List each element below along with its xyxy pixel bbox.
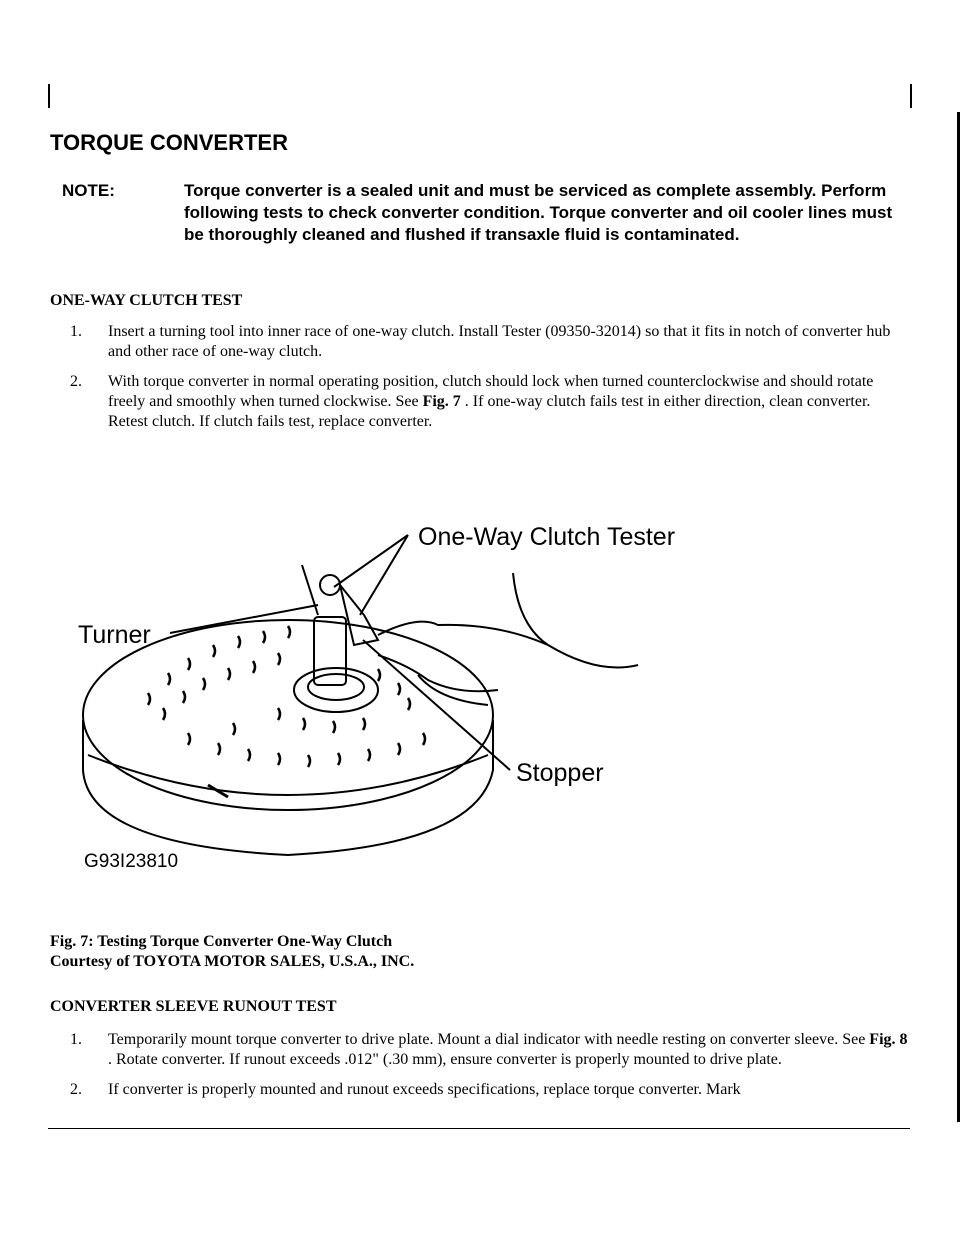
one-way-clutch-steps (70, 322, 912, 442)
figure-caption-title: Fig. 7: Testing Torque Converter One-Way Clutch (50, 933, 393, 950)
figure-caption (50, 932, 414, 972)
label-stopper: Stopper (516, 759, 604, 787)
right-margin-rule (910, 84, 912, 108)
note-label: NOTE: (62, 181, 115, 200)
page-title: TORQUE CONVERTER (50, 130, 288, 155)
figure-torque-converter-illustration (78, 505, 718, 885)
figure-caption-credit: Courtesy of TOYOTA MOTOR SALES, U.S.A., INC. (50, 953, 415, 970)
bottom-rule (48, 1128, 910, 1129)
runout-test-steps (70, 1030, 912, 1110)
list-item (70, 1080, 912, 1100)
left-margin-rule (48, 84, 50, 108)
list-item (70, 372, 912, 432)
step-text: . Rotate converter. If runout exceeds .012" (.30 mm), ensure converter is properly mounted to drive plate. (108, 1051, 782, 1068)
leader-line-tester-1 (334, 535, 408, 587)
figure-reference-link[interactable]: Fig. 8 (869, 1031, 908, 1048)
label-one-way-clutch-tester: One-Way Clutch Tester (418, 523, 676, 551)
label-turner: Turner (78, 621, 151, 649)
list-item (70, 322, 912, 362)
step-text: . If one-way clutch fails test in either direction, clean converter. Retest clutch. If clutch fails test, replace converter. (108, 393, 871, 430)
hand-illustration (378, 573, 638, 705)
step-number: 2. (70, 1081, 82, 1098)
section-heading-one-way-clutch: ONE-WAY CLUTCH TEST (50, 292, 243, 309)
leader-line-turner (170, 605, 318, 633)
section-heading-runout-test: CONVERTER SLEEVE RUNOUT TEST (50, 998, 337, 1015)
converter-seam-line (88, 755, 488, 795)
leader-line-tester-2 (360, 535, 408, 615)
step-text: Insert a turning tool into inner race of one-way clutch. Install Tester (09350-32014) so that it fits in notch of converter hub and other race of one-way clutch. (108, 323, 891, 360)
note-text: Torque converter is a sealed unit and must be serviced as complete assembly. Perform following tests to check converter condition. Torque converter and oil cooler lines must be thoroughly cleaned and flushed if transaxle fluid is contaminated. (184, 181, 893, 244)
step-text: If converter is properly mounted and runout exceeds specifications, replace torque converter. Mark (108, 1081, 741, 1098)
step-number: 2. (70, 373, 82, 390)
figure-code: G93I23810 (84, 851, 179, 872)
list-item (70, 1030, 912, 1070)
step-number: 1. (70, 323, 82, 340)
step-text: With torque converter in normal operating position, clutch should lock when turned counterclockwise and should rotate freely and smoothly when turned clockwise. See (108, 373, 874, 410)
step-number: 1. (70, 1031, 82, 1048)
step-text: Temporarily mount torque converter to drive plate. Mount a dial indicator with needle resting on converter sleeve. See (108, 1031, 870, 1048)
converter-vane-marks (148, 626, 425, 767)
converter-side-wall (83, 720, 493, 855)
torque-converter-drawing (78, 505, 718, 885)
figure-reference-link[interactable]: Fig. 7 (422, 393, 461, 410)
